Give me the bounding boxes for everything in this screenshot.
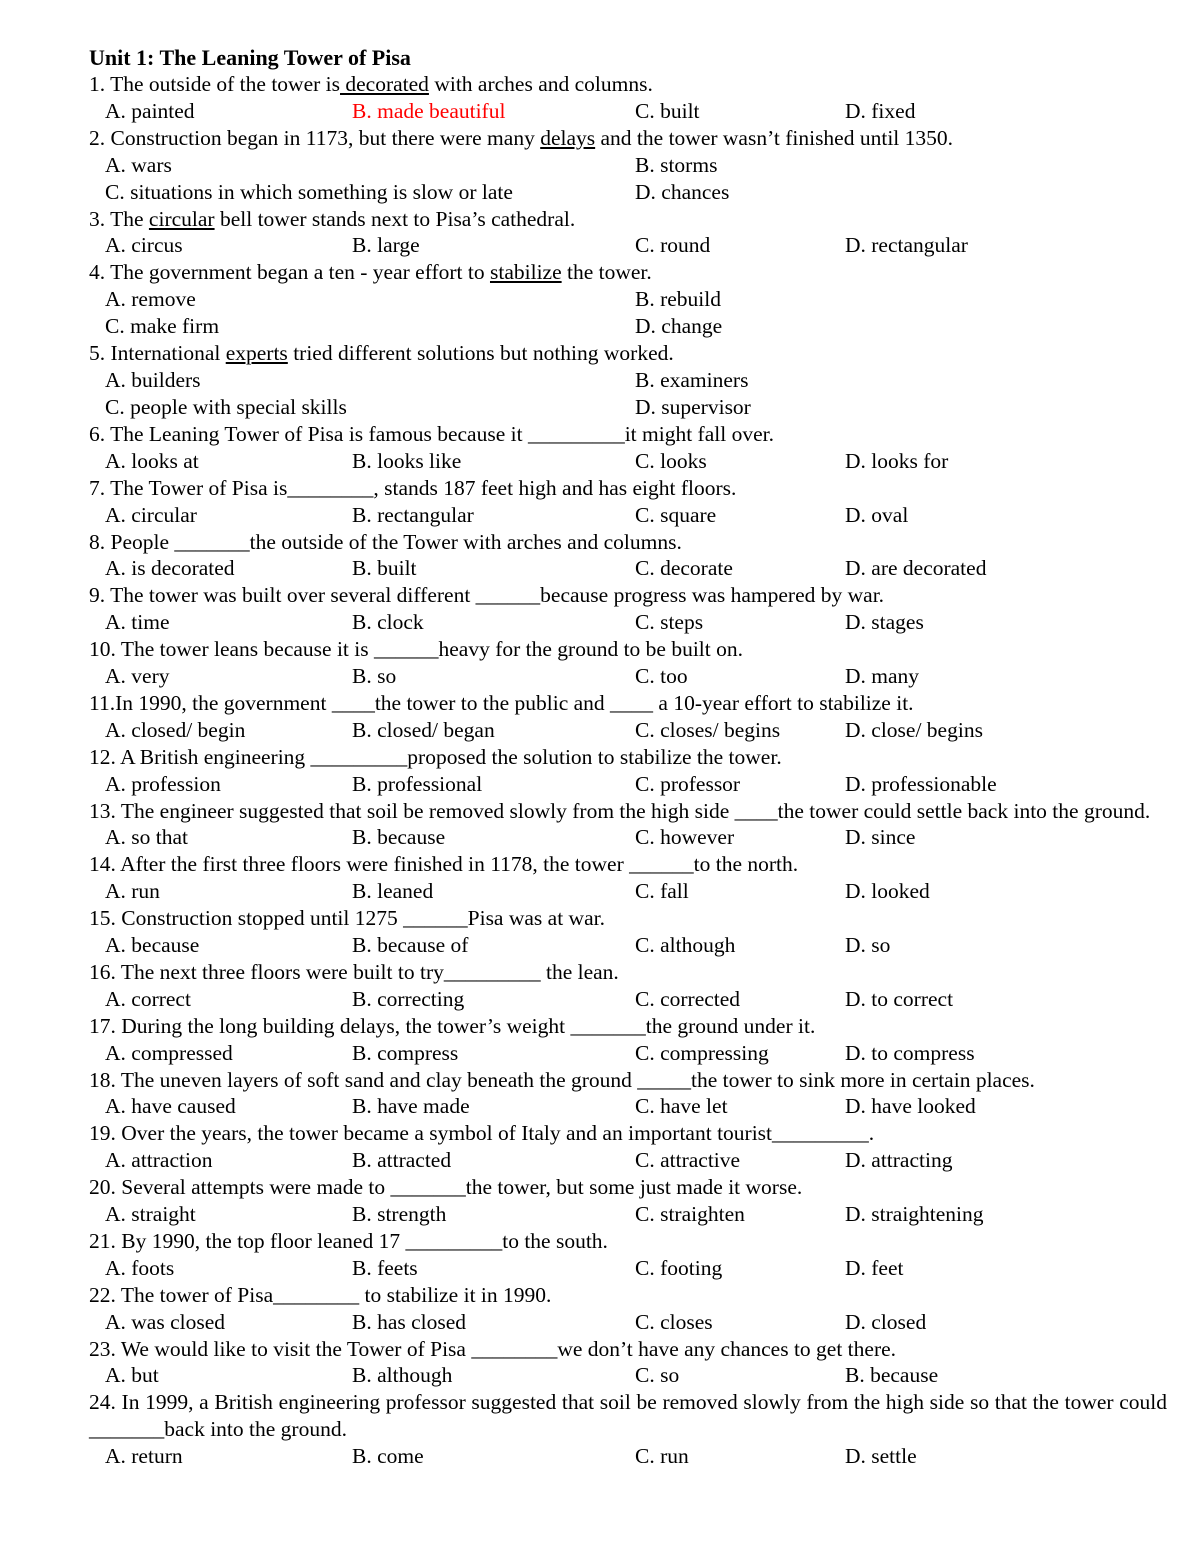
answer-option[interactable]: A. was closed [105, 1309, 226, 1334]
option-row [89, 1362, 1169, 1389]
answer-option[interactable]: C. decorate [635, 556, 733, 581]
answer-option[interactable]: B. professional [352, 771, 483, 796]
answer-option[interactable]: B. looks like [352, 448, 462, 473]
answer-option[interactable]: C. footing [635, 1255, 723, 1280]
answer-option[interactable]: A. have caused [105, 1094, 236, 1119]
question-stem: 3. The circular bell tower stands next to Pisa’s cathedral. [89, 206, 576, 231]
answer-option[interactable]: C. have let [635, 1094, 728, 1119]
answer-option[interactable]: B. although [352, 1363, 453, 1388]
answer-option[interactable]: C. round [635, 233, 711, 258]
option-row [89, 179, 1169, 206]
key-word: circular [148, 206, 215, 231]
answer-option[interactable]: D. have looked [845, 1094, 976, 1119]
answer-option[interactable]: C. however [635, 825, 735, 850]
answer-option[interactable]: B. because [845, 1363, 939, 1388]
option-row [89, 986, 1169, 1013]
answer-option[interactable]: A. closed/ begin [105, 717, 246, 742]
option-row [89, 932, 1169, 959]
option-row [89, 313, 1169, 340]
answer-option[interactable]: A. compressed [105, 1040, 233, 1065]
answer-option[interactable]: D. many [845, 663, 920, 688]
option-row [89, 1093, 1169, 1120]
answer-option[interactable]: A. foots [105, 1255, 175, 1280]
question-stem: 16. The next three floors were built to try_________ the lean. [89, 959, 619, 984]
option-row [89, 394, 1169, 421]
unit-title: Unit 1: The Leaning Tower of Pisa [89, 45, 411, 70]
answer-option[interactable]: A. builders [105, 367, 201, 392]
answer-option[interactable]: D. professionable [845, 771, 997, 796]
answer-option[interactable]: A. remove [105, 287, 196, 312]
answer-option[interactable]: B. rectangular [352, 502, 474, 527]
question-stem: 5. International experts tried different solutions but nothing worked. [89, 341, 674, 366]
answer-option[interactable]: B. clock [352, 610, 424, 635]
answer-option[interactable]: D. rectangular [845, 233, 968, 258]
question-stem: 22. The tower of Pisa________ to stabilize it in 1990. [89, 1282, 552, 1307]
question-stem: 4. The government began a ten - year effort to stabilize the tower. [89, 260, 652, 285]
question-stem: 20. Several attempts were made to _______the tower, but some just made it worse. [89, 1175, 803, 1200]
answer-option[interactable]: D. to compress [845, 1040, 975, 1065]
option-row [89, 1201, 1169, 1228]
answer-option[interactable]: A. correct [105, 986, 191, 1011]
answer-option[interactable]: A. looks at [105, 448, 199, 473]
answer-option[interactable]: D. settle [845, 1443, 917, 1468]
option-row [89, 555, 1169, 582]
option-row [89, 367, 1169, 394]
answer-option[interactable]: C. attractive [635, 1148, 741, 1173]
option-row [89, 1309, 1169, 1336]
option-row [89, 663, 1169, 690]
answer-option[interactable]: A. circular [105, 502, 197, 527]
option-row [89, 717, 1169, 744]
option-row [89, 152, 1169, 179]
answer-option[interactable]: A. but [105, 1363, 159, 1388]
option-row [89, 448, 1169, 475]
option-row [89, 502, 1169, 529]
answer-option[interactable]: C. corrected [635, 986, 741, 1011]
answer-option[interactable]: C. professor [635, 771, 741, 796]
option-row [89, 1255, 1169, 1282]
answer-option[interactable]: A. return [105, 1443, 183, 1468]
answer-option[interactable]: B. rebuild [635, 287, 721, 312]
answer-option[interactable]: D. stages [845, 610, 924, 635]
option-row [89, 232, 1169, 259]
question-stem: 14. After the first three floors were finished in 1178, the tower ______to the north. [89, 852, 799, 877]
option-row [89, 1040, 1169, 1067]
question-stem: 13. The engineer suggested that soil be removed slowly from the high side ____the tower could settle back into the ground. [89, 798, 1151, 823]
question-stem: 6. The Leaning Tower of Pisa is famous because it _________it might fall over. [89, 421, 774, 446]
answer-option[interactable]: D. chances [635, 179, 730, 204]
answer-option[interactable]: D. so [845, 932, 891, 957]
answer-option[interactable]: D. attracting [845, 1148, 953, 1173]
question-stem: 18. The uneven layers of soft sand and clay beneath the ground _____the tower to sink more in certain places. [89, 1067, 1035, 1092]
option-row [89, 609, 1169, 636]
answer-option[interactable]: D. feet [845, 1255, 904, 1280]
answer-option[interactable]: B. strength [352, 1201, 447, 1226]
key-word: delays [540, 125, 596, 150]
answer-option[interactable]: D. change [635, 314, 723, 339]
answer-option[interactable]: A. wars [105, 152, 172, 177]
question-stem: 9. The tower was built over several different ______because progress was hampered by war. [89, 583, 885, 608]
answer-option[interactable]: C. steps [635, 610, 704, 635]
answer-option[interactable]: D. close/ begins [845, 717, 983, 742]
answer-option[interactable]: C. people with special skills [105, 394, 347, 419]
answer-option[interactable]: B. made beautiful [352, 98, 506, 123]
question-stem: 1. The outside of the tower is decorated with arches and columns. [89, 72, 653, 96]
option-row [89, 1147, 1169, 1174]
answer-option[interactable]: A. straight [105, 1201, 196, 1226]
answer-option[interactable]: B. has closed [352, 1309, 467, 1334]
answer-option[interactable]: B. closed/ began [352, 717, 495, 742]
answer-option[interactable]: D. closed [845, 1309, 927, 1334]
answer-option[interactable]: B. come [352, 1443, 424, 1468]
answer-option[interactable]: D. oval [845, 502, 909, 527]
question-stem: 24. In 1999, a British engineering professor suggested that soil be removed slowly from the high side so that the tower could _______back into the ground. [89, 1390, 1167, 1442]
answer-option[interactable]: A. painted [105, 98, 195, 123]
answer-option[interactable]: A. is decorated [105, 556, 235, 581]
answer-option[interactable]: C. closes/ begins [635, 717, 781, 742]
key-word: stabilize [489, 260, 562, 285]
option-row [89, 824, 1169, 851]
option-row [89, 98, 1169, 125]
answer-option[interactable]: B. because [352, 825, 446, 850]
question-stem: 12. A British engineering _________proposed the solution to stabilize the tower. [89, 744, 782, 769]
option-row [89, 771, 1169, 798]
answer-option[interactable]: D. to correct [845, 986, 954, 1011]
answer-option[interactable]: B. large [352, 233, 420, 258]
answer-option[interactable]: B. because of [352, 932, 469, 957]
option-row [89, 878, 1169, 905]
answer-option[interactable]: C. so [635, 1363, 680, 1388]
answer-option[interactable]: D. fixed [845, 98, 916, 123]
answer-option[interactable]: A. very [105, 663, 170, 688]
answer-option[interactable]: A. attraction [105, 1148, 213, 1173]
answer-option[interactable]: A. profession [105, 771, 221, 796]
answer-option[interactable]: A. because [105, 932, 200, 957]
answer-option[interactable]: A. time [105, 610, 170, 635]
answer-option[interactable]: C. situations in which something is slow or late [105, 179, 513, 204]
answer-option[interactable]: B. feets [352, 1255, 418, 1280]
answer-option[interactable]: C. looks [635, 448, 707, 473]
answer-option[interactable]: C. make firm [105, 314, 220, 339]
question-stem: 7. The Tower of Pisa is________, stands 187 feet high and has eight floors. [89, 475, 737, 500]
option-row [89, 286, 1169, 313]
key-word: experts [225, 341, 288, 366]
answer-option[interactable]: B. have made [352, 1094, 470, 1119]
answer-option[interactable]: D. are decorated [845, 556, 987, 581]
answer-option[interactable]: C. closes [635, 1309, 713, 1334]
answer-option[interactable]: C. built [635, 98, 700, 123]
answer-option[interactable]: B. compress [352, 1040, 459, 1065]
answer-option[interactable]: D. looks for [845, 448, 949, 473]
question-list [89, 71, 1169, 1470]
answer-option[interactable]: B. attracted [352, 1148, 452, 1173]
question-stem: 17. During the long building delays, the tower’s weight _______the ground under it. [89, 1013, 816, 1038]
key-word: decorated [340, 72, 429, 96]
answer-option[interactable]: B. examiners [635, 367, 749, 392]
answer-option[interactable]: C. fall [635, 879, 689, 904]
answer-option[interactable]: C. square [635, 502, 717, 527]
answer-option[interactable]: C. straighten [635, 1201, 745, 1226]
option-row [89, 1443, 1169, 1470]
answer-option[interactable]: C. too [635, 663, 688, 688]
answer-option[interactable]: D. looked [845, 879, 930, 904]
answer-option[interactable]: B. leaned [352, 879, 434, 904]
answer-option[interactable]: A. circus [105, 233, 183, 258]
question-stem: 15. Construction stopped until 1275 ______Pisa was at war. [89, 906, 605, 931]
answer-option[interactable]: B. correcting [352, 986, 465, 1011]
worksheet [89, 44, 1169, 1470]
answer-option[interactable]: C. although [635, 932, 736, 957]
question-stem: 21. By 1990, the top floor leaned 17 _________to the south. [89, 1228, 608, 1253]
answer-option[interactable]: A. run [105, 879, 160, 904]
question-stem: 19. Over the years, the tower became a symbol of Italy and an important tourist_________. [89, 1121, 875, 1146]
answer-option[interactable]: A. so that [105, 825, 189, 850]
question-stem: 11.In 1990, the government ____the tower to the public and ____ a 10-year effort to stabilize it. [89, 690, 914, 715]
answer-option[interactable]: B. built [352, 556, 417, 581]
answer-option[interactable]: B. storms [635, 152, 718, 177]
answer-option[interactable]: C. compressing [635, 1040, 769, 1065]
question-stem: 8. People _______the outside of the Tower with arches and columns. [89, 529, 682, 554]
answer-option[interactable]: D. straightening [845, 1201, 984, 1226]
answer-option[interactable]: B. so [352, 663, 397, 688]
answer-option[interactable]: C. run [635, 1443, 689, 1468]
answer-option[interactable]: D. supervisor [635, 394, 751, 419]
question-stem: 2. Construction began in 1173, but there were many delays and the tower wasn’t finished until 1350. [89, 125, 954, 150]
question-stem: 10. The tower leans because it is ______heavy for the ground to be built on. [89, 637, 744, 662]
question-stem: 23. We would like to visit the Tower of Pisa ________we don’t have any chances to get there. [89, 1336, 897, 1361]
answer-option[interactable]: D. since [845, 825, 916, 850]
